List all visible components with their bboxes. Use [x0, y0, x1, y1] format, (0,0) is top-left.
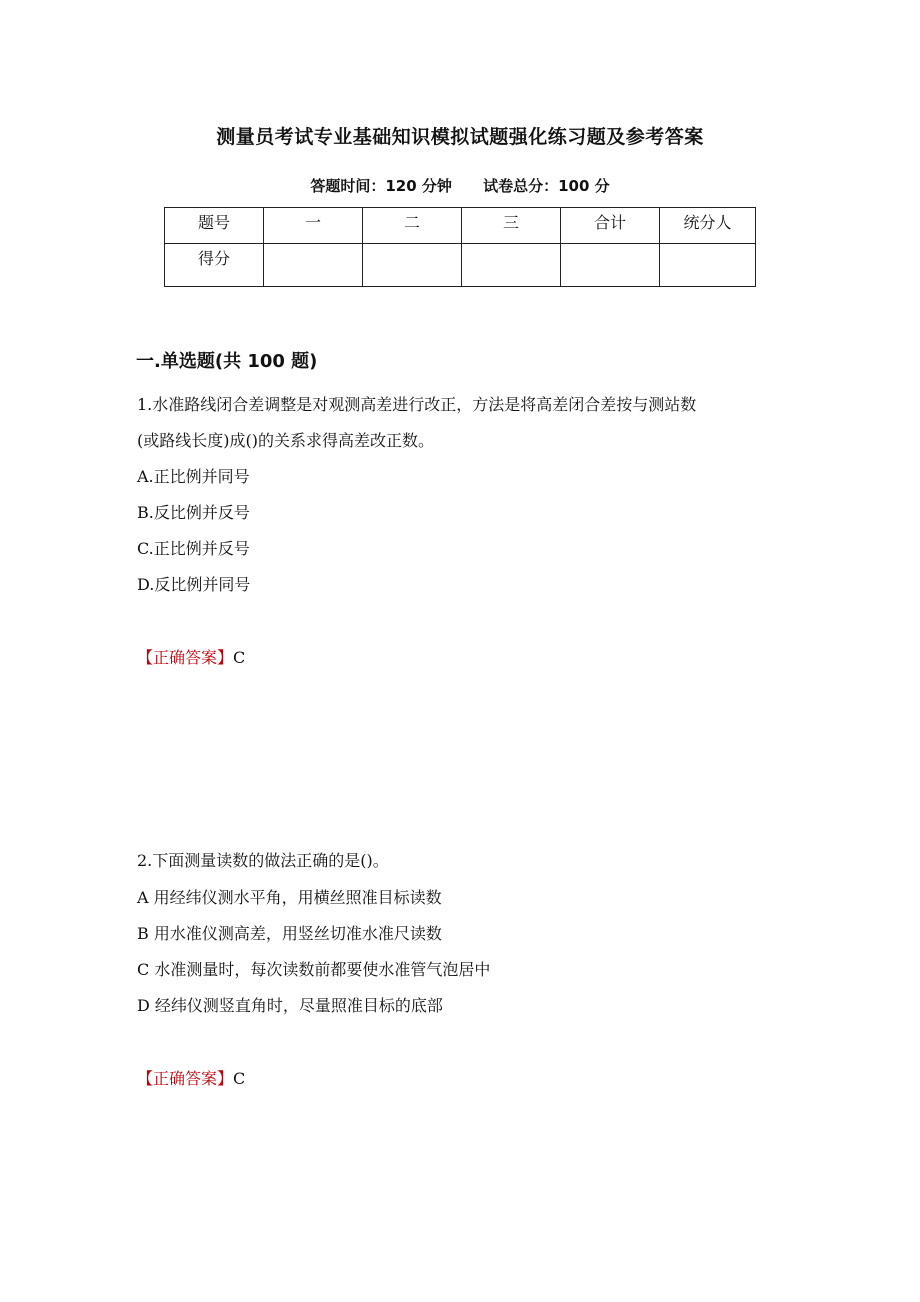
- score-cell: [660, 244, 756, 287]
- score-header-cell: 一: [264, 208, 363, 244]
- score-cell: [264, 244, 363, 287]
- answer-value: C: [233, 648, 246, 667]
- question-1-stem-line: (或路线长度)成()的关系求得高差改正数。: [137, 431, 434, 450]
- question-2-option-d: D 经纬仪测竖直角时，尽量照准目标的底部: [137, 996, 443, 1015]
- question-1-option-b: B.反比例并反号: [137, 503, 250, 522]
- score-table-score-row: [165, 244, 756, 287]
- score-cell: [363, 244, 462, 287]
- score-row-label: 得分: [165, 244, 264, 287]
- score-header-cell: 题号: [165, 208, 264, 244]
- exam-time: 答题时间：120 分钟: [310, 177, 452, 195]
- question-2-stem-line: 2.下面测量读数的做法正确的是()。: [137, 851, 389, 870]
- answer-label: 【正确答案】: [137, 1069, 234, 1088]
- question-1-stem-line: 1.水准路线闭合差调整是对观测高差进行改正，方法是将高差闭合差按与测站数: [137, 395, 697, 414]
- answer-value: C: [233, 1069, 246, 1088]
- exam-meta: [0, 175, 920, 196]
- score-cell: [561, 244, 660, 287]
- score-cell: [462, 244, 561, 287]
- question-1-option-d: D.反比例并同号: [137, 575, 251, 594]
- score-table-header-row: [165, 208, 756, 244]
- question-2-option-c: C 水准测量时，每次读数前都要使水准管气泡居中: [137, 960, 491, 979]
- score-header-cell: 合计: [561, 208, 660, 244]
- question-1-answer: [137, 645, 245, 668]
- question-2-answer: [137, 1066, 245, 1089]
- question-2-option-b: B 用水准仪测高差，用竖丝切准水准尺读数: [137, 924, 442, 943]
- section-title: 一.单选题(共 100 题): [136, 351, 318, 372]
- score-header-cell: 二: [363, 208, 462, 244]
- score-table: [164, 207, 756, 287]
- page-title: 测量员考试专业基础知识模拟试题强化练习题及参考答案: [216, 126, 704, 148]
- question-1-option-a: A.正比例并同号: [137, 467, 250, 486]
- question-1-option-c: C.正比例并反号: [137, 539, 250, 558]
- score-header-cell: 三: [462, 208, 561, 244]
- exam-total: 试卷总分：100 分: [483, 177, 610, 195]
- score-header-cell: 统分人: [660, 208, 756, 244]
- question-2-option-a: A 用经纬仪测水平角，用横丝照准目标读数: [137, 888, 442, 907]
- answer-label: 【正确答案】: [137, 648, 234, 667]
